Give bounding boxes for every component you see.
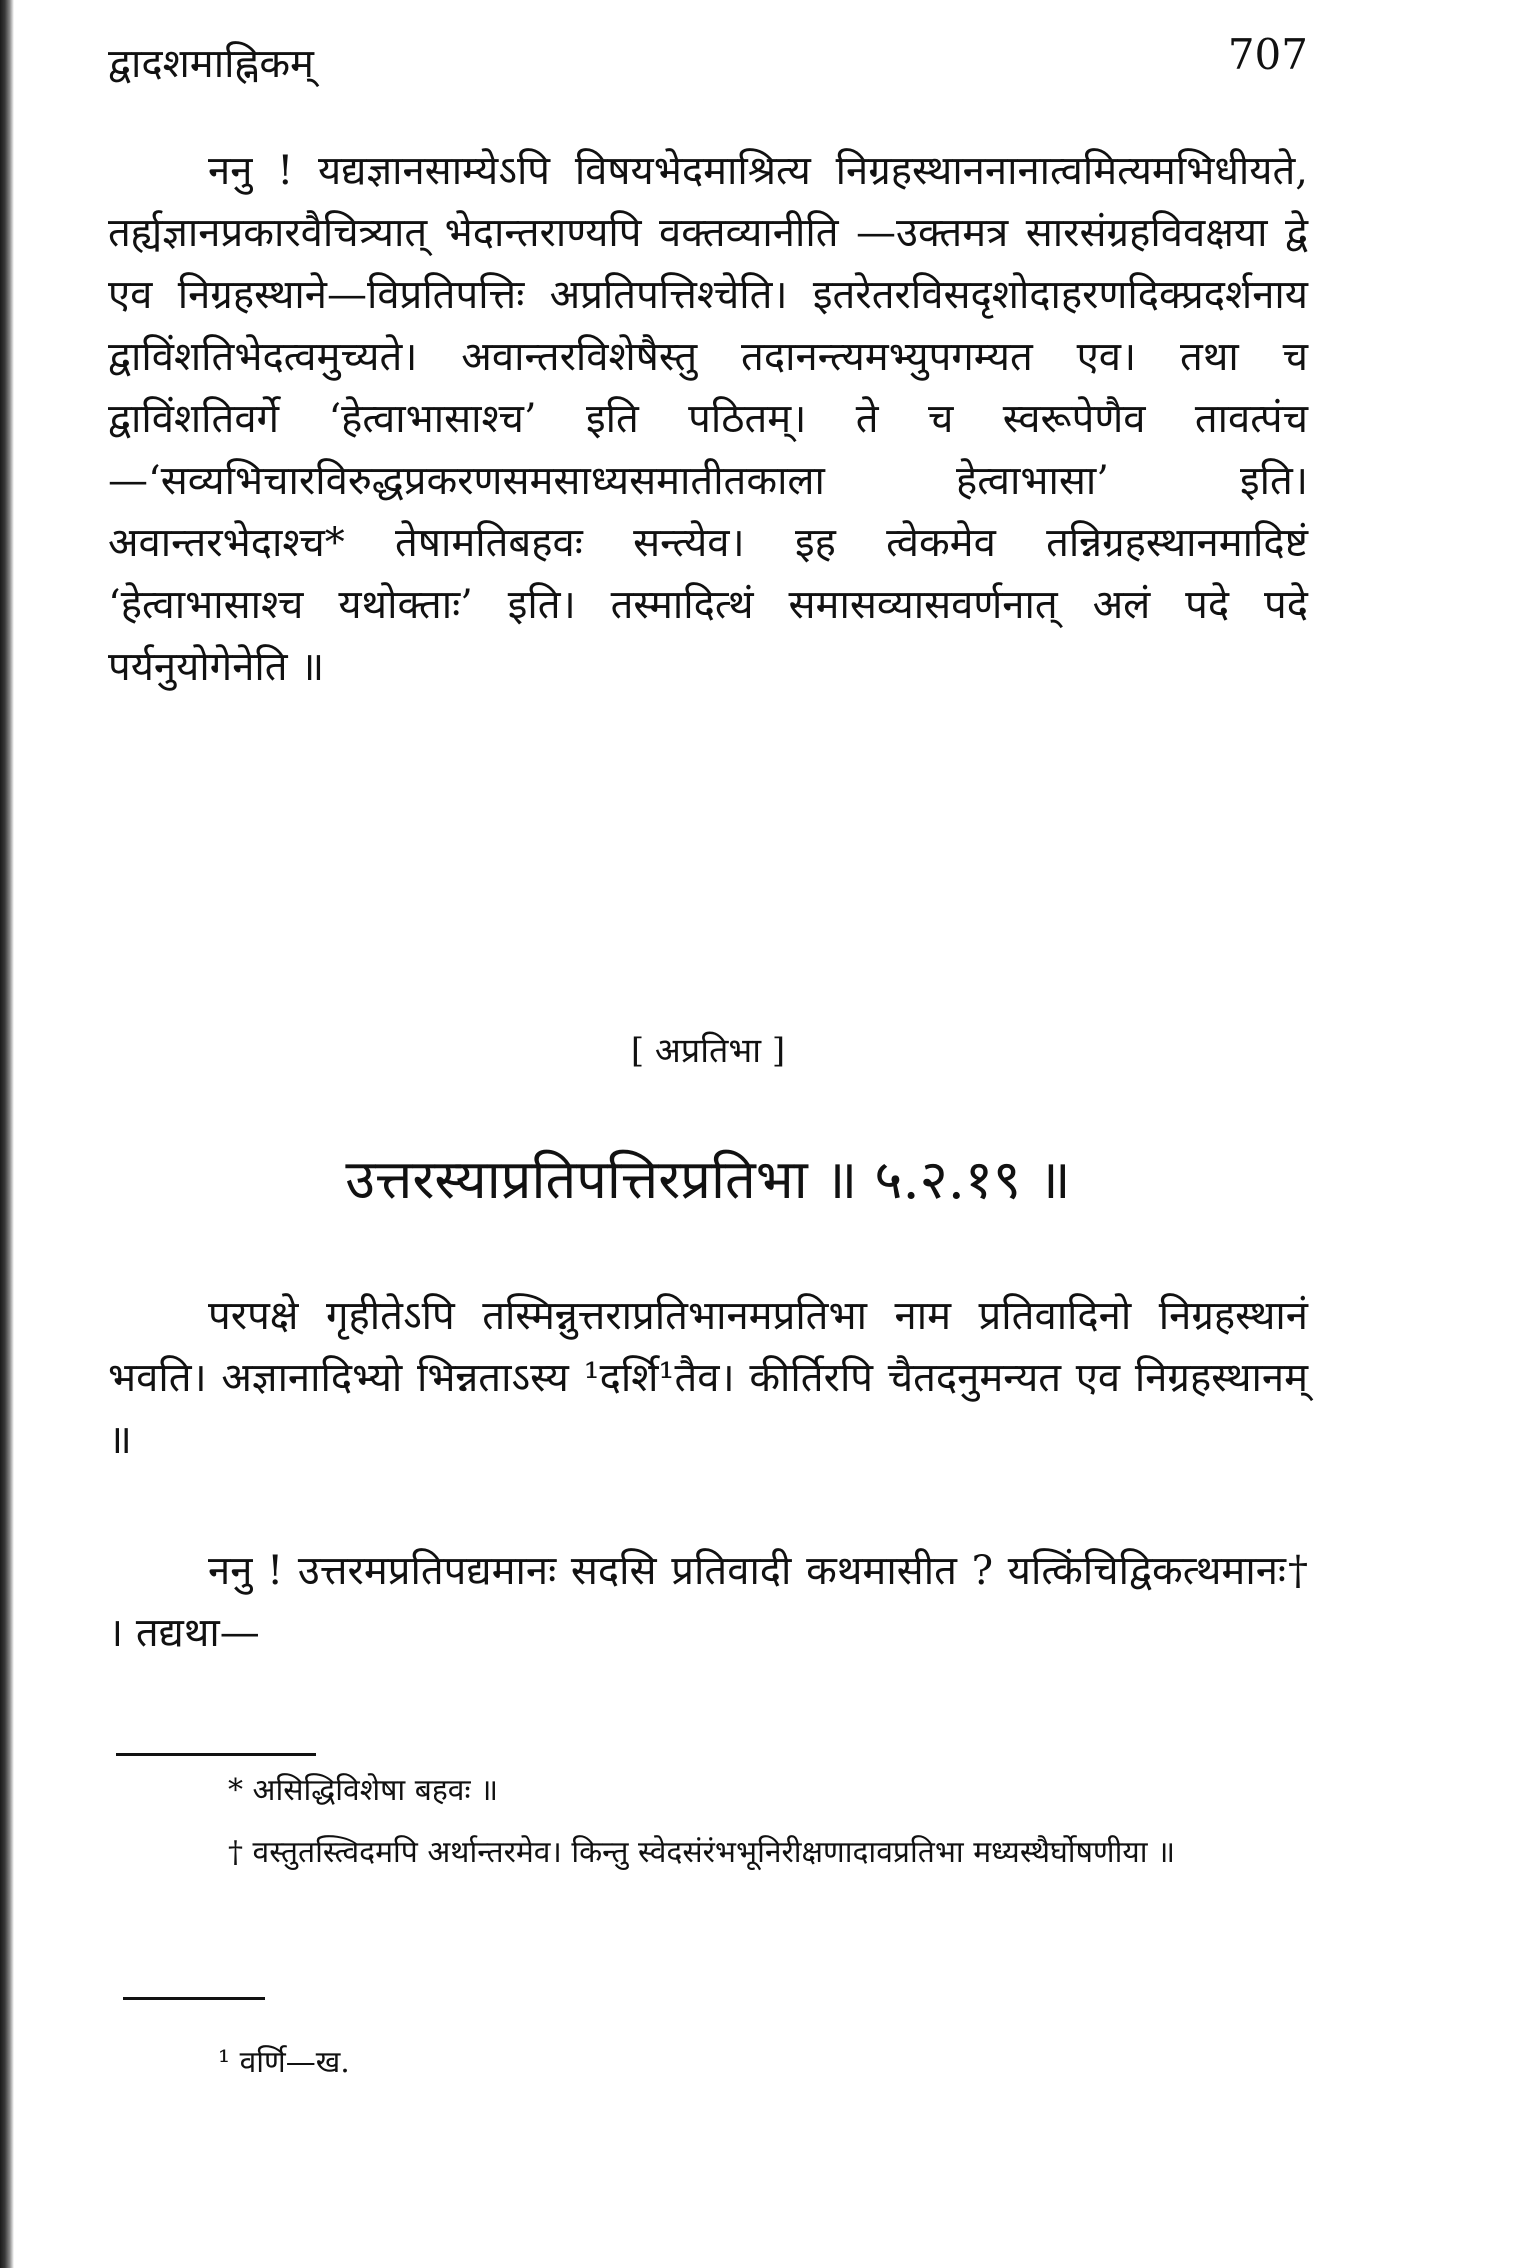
sutra-verse: उत्तरस्याप्रतिपत्तिरप्रतिभा ॥ ५.२.१९ ॥: [345, 1148, 1071, 1211]
page-number: 707: [1227, 30, 1308, 79]
section-heading: [ अप्रतिभा ]: [630, 1031, 786, 1071]
footnote-variant-reading: ¹ वर्णि—ख.: [218, 2045, 350, 2080]
book-page: [108, 0, 1308, 2268]
footnote-asterisk: * असिद्धिविशेषा बहवः ॥: [228, 1773, 499, 1808]
paragraph-commentary: परपक्षे गृहीतेऽपि तस्मिन्नुत्तराप्रतिभानमप्रतिभा नाम प्रतिवादिनो निग्रहस्थानं भवति। अज्ञानादिभ्यो भिन्नताऽस्य ¹दर्शि¹तैव। कीर्तिरपि चैतदनुमन्यत एव निग्रहस्थानम् ॥: [108, 1293, 1308, 1463]
chapter-title: द्वादशमाह्निकम्: [108, 41, 314, 87]
footnote-divider: [116, 1753, 316, 1756]
running-header: [108, 30, 1308, 90]
scan-binding-edge: [0, 0, 14, 2268]
paragraph-intro: ननु ! यद्यज्ञानसाम्येऽपि विषयभेदमाश्रित्य निग्रहस्थाननानात्वमित्यमभिधीयते, तर्ह्यज्ञानप्रकारवैचित्र्यात् भेदान्तराण्यपि वक्तव्यानीति —उक्तमत्र सारसंग्रहविवक्षया द्वे एव निग्रहस्थाने—विप्रतिपत्तिः अप्रतिपत्तिश्चेति। इतरेतरविसदृशोदाहरणदिक्प्रदर्शनाय द्वाविंशतिभेदत्वमुच्यते। अवान्तरविशेषैस्तु तदानन्त्यमभ्युपगम्यत एव। तथा च द्वाविंशतिवर्गे ‘हेत्वाभासाश्च’ इति पठितम्। ते च स्वरूपेणैव तावत्पंच—‘सव्यभिचारविरुद्धप्रकरणसमसाध्यसमातीतकाला हेत्वाभासा’ इति। अवान्तरभेदाश्च* तेषामतिबहवः सन्त्येव। इह त्वेकमेव तन्निग्रहस्थानमादिष्टं ‘हेत्वाभासाश्च यथोक्ताः’ इति। तस्मादित्थं समासव्यासवर्णनात् अलं पदे पदे पर्यनुयोगेनेति ॥: [108, 148, 1308, 690]
footnote-divider-variant: [123, 1997, 265, 2000]
footnote-dagger: † वस्तुतस्त्विदमपि अर्थान्तरमेव। किन्तु स्वेदसंरंभभूनिरीक्षणादावप्रतिभा मध्यस्थैर्घोषणीया ॥: [228, 1835, 1176, 1870]
paragraph-question: ननु ! उत्तरमप्रतिपद्यमानः सदसि प्रतिवादी कथमासीत ? यत्किंचिद्विकत्थमानः† । तद्यथा—: [108, 1548, 1308, 1656]
